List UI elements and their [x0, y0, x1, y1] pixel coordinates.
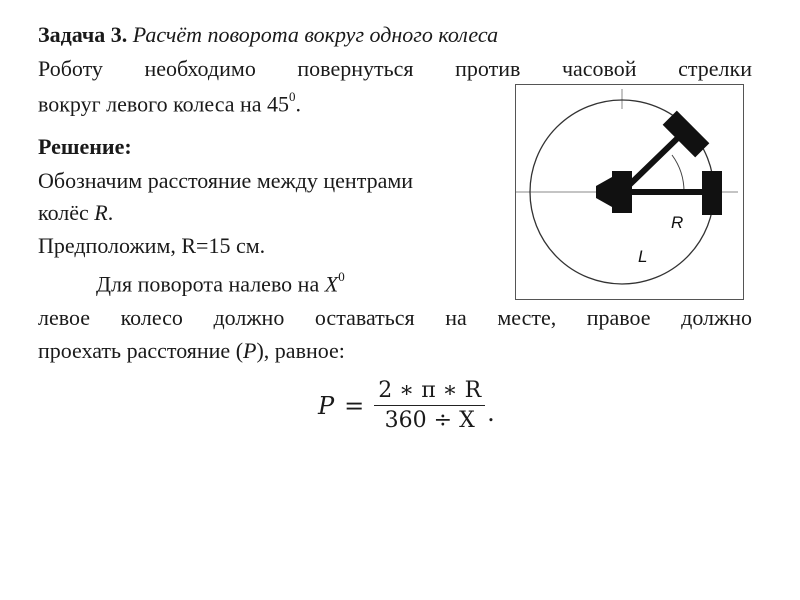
right-wheel-initial	[702, 171, 722, 215]
formula-numerator: 2 ∗ π ∗ R	[374, 378, 485, 406]
rotation-diagram	[515, 84, 744, 300]
solution-line-4	[96, 266, 345, 297]
right-wheel-rotated	[663, 111, 710, 158]
degree-sup-x: 0	[338, 269, 345, 284]
rotation-diagram-svg	[516, 85, 743, 299]
solution-line-2-end: .	[107, 200, 114, 225]
degree-sup: 0	[289, 89, 296, 104]
var-p: P	[243, 338, 257, 363]
formula-denominator: 360 ÷ X	[384, 408, 475, 433]
solution-line-5: левое колесо должно оставаться на месте, правое должно	[38, 305, 752, 330]
solution-line-2	[38, 200, 113, 226]
solution-line-6-end: ), равное:	[256, 338, 345, 363]
solution-line-3: Предположим, R=15 см.	[38, 233, 266, 258]
formula-period: .	[487, 399, 495, 427]
task-number: Задача 3.	[38, 22, 128, 47]
formula-equals: =	[344, 391, 365, 420]
solution-heading: Решение:	[38, 134, 132, 159]
task-line-1: Роботу необходимо повернуться против часовой стрелки	[38, 56, 752, 81]
task-line-2	[38, 86, 301, 117]
solution-line-2-text: колёс	[38, 200, 95, 225]
var-x: X	[324, 271, 339, 297]
solution-line-1: Обозначим расстояние между центрами	[38, 168, 414, 193]
var-r: R	[94, 200, 108, 225]
left-wheel	[612, 171, 632, 213]
formula-fraction	[374, 378, 485, 433]
left-wheel-edge	[596, 177, 612, 207]
task-line-2-end: .	[295, 91, 302, 117]
task-title-text: Расчёт поворота вокруг одного колеса	[132, 22, 499, 47]
solution-line-6	[38, 338, 345, 364]
label-r: R	[671, 213, 684, 232]
task-title	[38, 22, 498, 48]
solution-line-4-text: Для поворота налево на	[96, 271, 325, 297]
solution-line-6-text: проехать расстояние (	[38, 338, 244, 363]
angle-arc	[672, 155, 684, 192]
task-line-2-text: вокруг левого колеса на 45	[38, 91, 290, 117]
label-l: L	[638, 247, 648, 266]
formula-lhs: P	[318, 391, 335, 420]
formula	[318, 378, 495, 433]
